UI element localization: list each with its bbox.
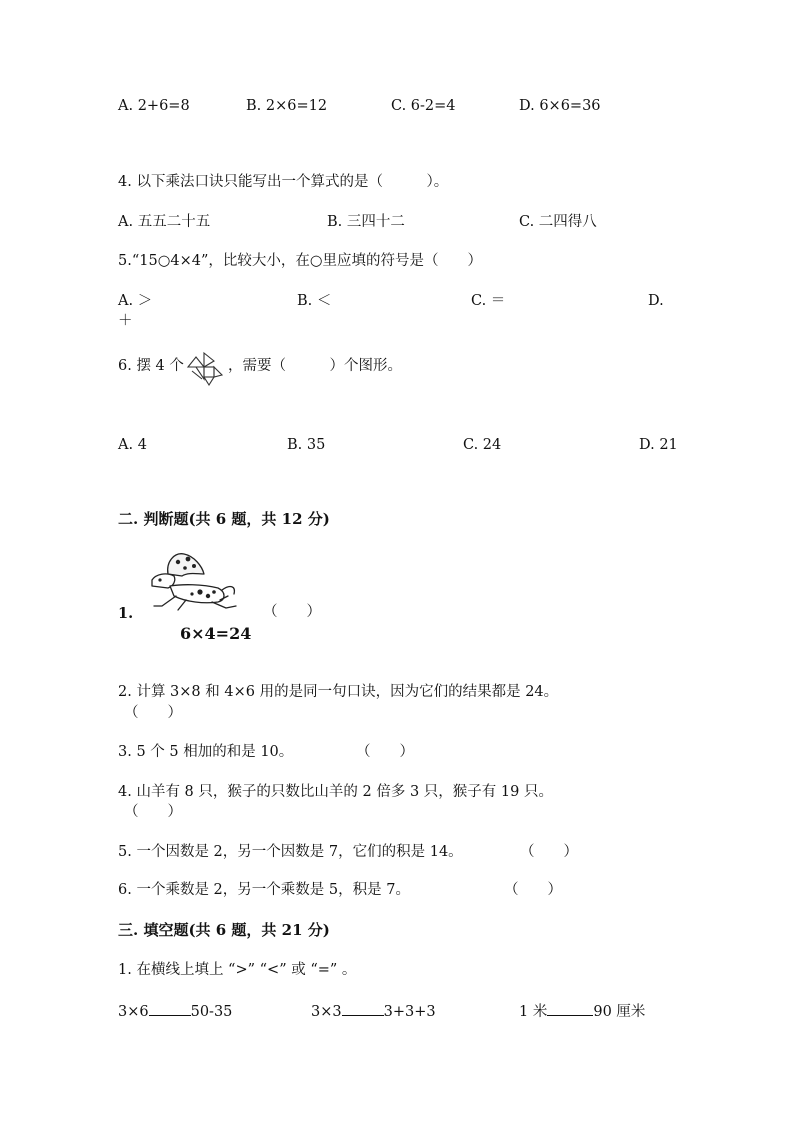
fill-blank-2 bbox=[311, 1001, 436, 1022]
judge-3-paren: （ ） bbox=[356, 744, 414, 760]
judge-2-text: 2. 计算 3×8 和 4×6 用的是同一句口诀，因为它们的结果都是 24。 bbox=[118, 684, 559, 700]
judge-2-paren: （ ） bbox=[124, 705, 182, 721]
q6-option-b: B. 35 bbox=[287, 437, 326, 453]
judge-1-number: 1. bbox=[118, 605, 134, 622]
judge-6-paren: （ ） bbox=[504, 882, 562, 898]
fill-blank-1-left: 3×6 bbox=[118, 1004, 149, 1020]
q6-option-d: D. 21 bbox=[639, 437, 678, 453]
q3-option-c: C. 6-2=4 bbox=[391, 98, 456, 114]
fill-blank-1 bbox=[118, 1001, 232, 1022]
section2-title: 二. 判断题(共 6 题，共 12 分) bbox=[118, 510, 330, 528]
q3-option-a: A. 2+6=8 bbox=[118, 98, 190, 114]
fill-1-stem: 1. 在横线上填上 “>” “<” 或 “=” 。 bbox=[118, 962, 357, 978]
fill-blank-3-left: 1 米 bbox=[519, 1004, 548, 1020]
fill-blank-3 bbox=[519, 1001, 645, 1022]
fill-blank-2-right: 3+3+3 bbox=[383, 1004, 436, 1020]
q3-option-d: D. 6×6=36 bbox=[519, 98, 601, 114]
q5-option-d: D. bbox=[648, 293, 664, 309]
q4-option-c: C. 二四得八 bbox=[519, 214, 597, 230]
q5-stem: 5.“15○4×4”，比较大小，在○里应填的符号是（ ） bbox=[118, 253, 483, 269]
fill-blank-3-line[interactable] bbox=[547, 1001, 593, 1016]
judge-6-text: 6. 一个乘数是 2，另一个乘数是 5，积是 7。 bbox=[118, 882, 410, 898]
q6-stem-after: ，需要（ ）个图形。 bbox=[228, 358, 402, 374]
q3-option-b: B. 2×6=12 bbox=[246, 98, 328, 114]
q6-option-a: A. 4 bbox=[118, 437, 147, 453]
q6-stem-before: 6. 摆 4 个 bbox=[118, 358, 184, 374]
fill-blank-1-line[interactable] bbox=[149, 1001, 191, 1016]
q5-option-c: C. ＝ bbox=[471, 293, 506, 309]
q4-stem: 4. 以下乘法口诀只能写出一个算式的是（ ）。 bbox=[118, 174, 449, 190]
q4-option-b: B. 三四十二 bbox=[327, 214, 405, 230]
q5-option-d-wrap: ＋ bbox=[118, 313, 133, 329]
fill-blank-2-left: 3×3 bbox=[311, 1004, 342, 1020]
fill-blank-2-line[interactable] bbox=[342, 1001, 384, 1016]
judge-4-text: 4. 山羊有 8 只，猴子的只数比山羊的 2 倍多 3 只，猴子有 19 只。 bbox=[118, 784, 553, 800]
judge-4-paren: （ ） bbox=[124, 804, 182, 820]
judge-5-paren: （ ） bbox=[520, 844, 578, 860]
judge-1-paren: （ ） bbox=[263, 604, 321, 620]
q5-option-a: A. ＞ bbox=[118, 293, 153, 309]
q5-option-b: B. ＜ bbox=[297, 293, 332, 309]
tangram-figure-icon bbox=[184, 349, 226, 387]
running-dog-icon bbox=[142, 550, 242, 612]
fill-blank-3-right: 90 厘米 bbox=[593, 1004, 646, 1020]
fill-blank-1-right: 50-35 bbox=[190, 1004, 233, 1020]
judge-3-text: 3. 5 个 5 相加的和是 10。 bbox=[118, 744, 294, 760]
judge-5-text: 5. 一个因数是 2，另一个因数是 7，它们的积是 14。 bbox=[118, 844, 463, 860]
q6-option-c: C. 24 bbox=[463, 437, 502, 453]
q4-option-a: A. 五五二十五 bbox=[118, 214, 211, 230]
section3-title: 三. 填空题(共 6 题，共 21 分) bbox=[118, 921, 330, 939]
judge-1-caption: 6×4=24 bbox=[180, 624, 252, 643]
